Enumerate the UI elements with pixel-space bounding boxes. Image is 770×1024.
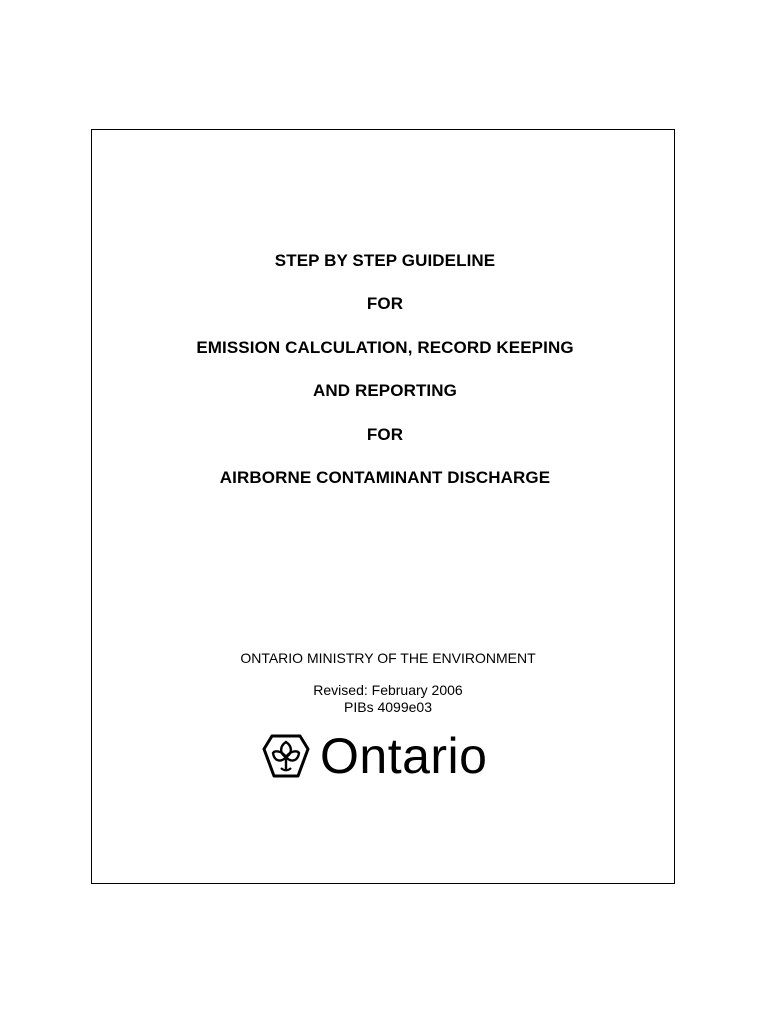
ministry-name: ONTARIO MINISTRY OF THE ENVIRONMENT bbox=[240, 650, 536, 666]
revised-date: Revised: February 2006 bbox=[313, 682, 463, 698]
trillium-icon bbox=[261, 732, 311, 780]
title-line-2: FOR bbox=[366, 294, 404, 313]
ontario-wordmark: Ontario bbox=[320, 728, 488, 784]
title-line-6: AIRBORNE CONTAMINANT DISCHARGE bbox=[219, 468, 551, 487]
title-line-5: FOR bbox=[366, 425, 404, 444]
ontario-logo bbox=[261, 730, 487, 782]
title-line-4: AND REPORTING bbox=[313, 381, 457, 400]
title-line-3: EMISSION CALCULATION, RECORD KEEPING bbox=[196, 338, 574, 357]
pibs-number: PIBs 4099e03 bbox=[344, 699, 432, 715]
title-line-1: STEP BY STEP GUIDELINE bbox=[274, 251, 496, 270]
